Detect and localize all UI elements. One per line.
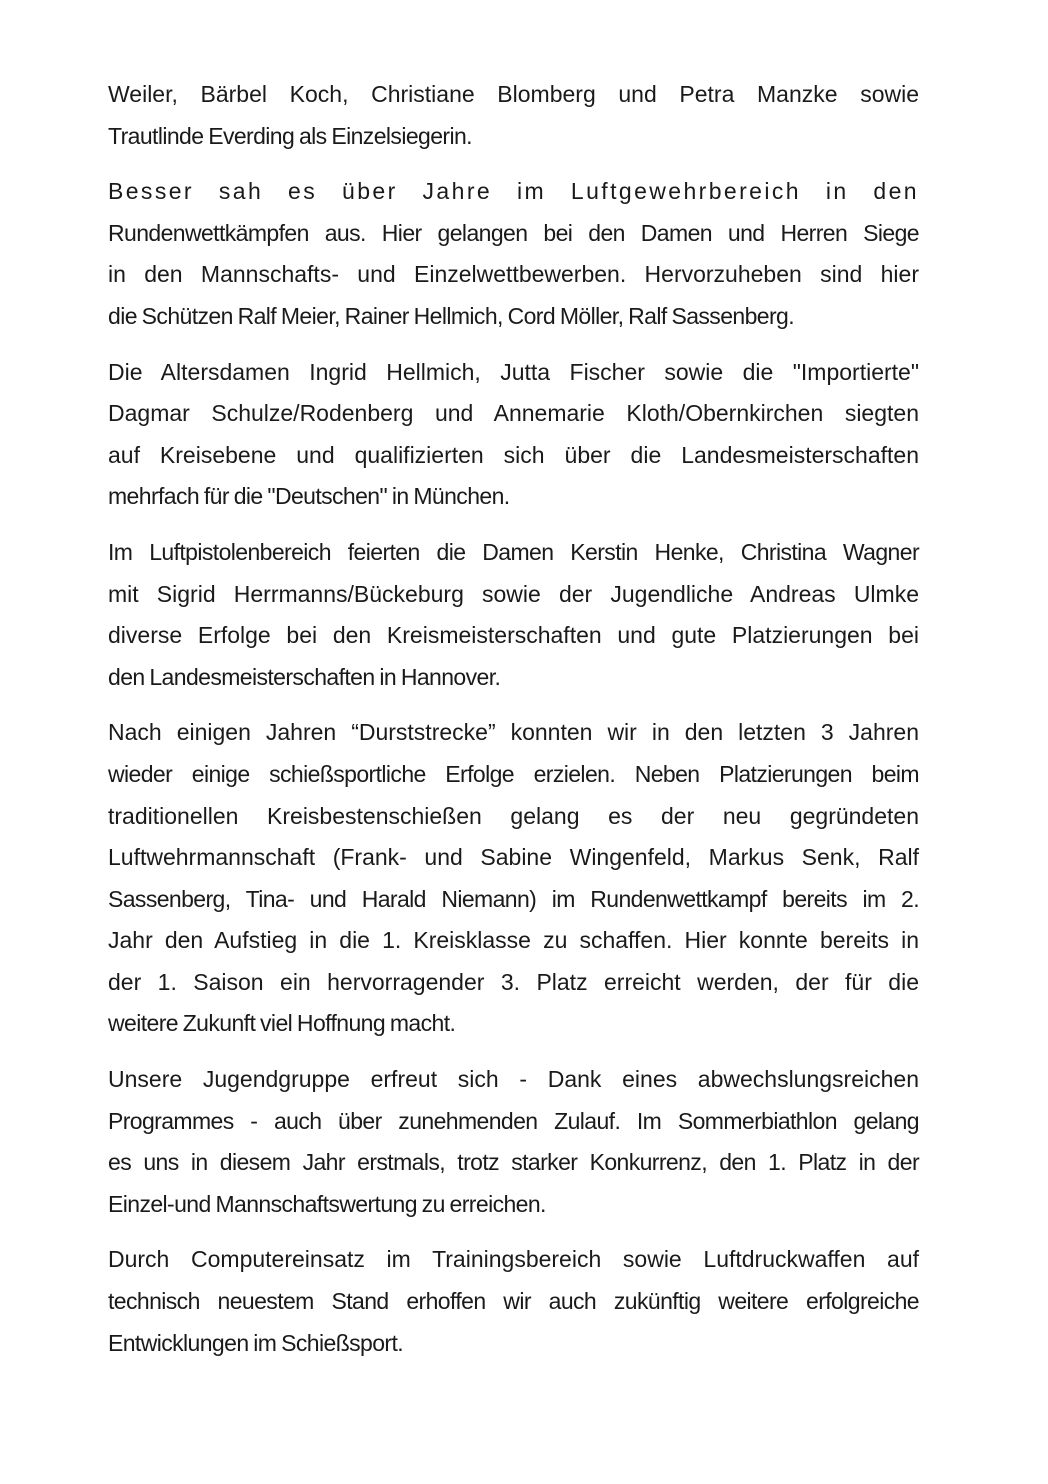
text-line: die Schützen Ralf Meier, Rainer Hellmich, Cord Möller, Ralf Sassenberg. [108,302,794,329]
text-line: Unsere Jugendgruppe erfreut sich - Dank eines abwechslungsreichen [108,1066,919,1093]
text-line: den Landesmeisterschaften in Hannover. [108,663,501,690]
text-line: der 1. Saison ein hervorragender 3. Platz erreicht werden, der für die [108,968,919,995]
text-line: Entwicklungen im Schießsport. [108,1329,404,1356]
text-line: Jahr den Aufstieg in die 1. Kreisklasse zu schaffen. Hier konnte bereits in [108,927,919,954]
paragraph-5-durststrecke [108,712,919,1045]
text-line: wieder einige schießsportliche Erfolge erzielen. Neben Platzierungen beim [108,760,919,787]
text-line: Dagmar Schulze/Rodenberg und Annemarie Kloth/Obernkirchen siegten [108,400,919,427]
text-line: weitere Zukunft viel Hoffnung macht. [108,1010,456,1037]
text-line: technisch neuestem Stand erhoffen wir auch zukünftig weitere erfolgreiche [108,1288,919,1315]
text-line: Luftwehrmannschaft (Frank- und Sabine Wingenfeld, Markus Senk, Ralf [108,844,919,871]
text-line: es uns in diesem Jahr erstmals, trotz starker Konkurrenz, den 1. Platz in der [108,1149,919,1176]
text-line: Einzel-und Mannschaftswertung zu erreichen. [108,1190,546,1217]
paragraph-4-luftpistole [108,532,919,698]
text-line: Weiler, Bärbel Koch, Christiane Blomberg und Petra Manzke sowie [108,81,919,107]
text-line: Die Altersdamen Ingrid Hellmich, Jutta Fischer sowie die "Importierte" [108,358,919,385]
text-line: traditionellen Kreisbestenschießen gelang es der neu gegründeten [108,802,919,829]
document-page [108,74,919,1378]
text-line: Programmes - auch über zunehmenden Zulauf. Im Sommerbiathlon gelang [108,1107,919,1134]
text-line: Trautlinde Everding als Einzelsiegerin. [108,122,472,149]
paragraph-2-luftgewehr [108,171,919,337]
paragraph-7-computereinsatz [108,1239,919,1364]
text-line: Durch Computereinsatz im Trainingsbereich sowie Luftdruckwaffen auf [108,1246,919,1273]
paragraph-3-altersdamen [108,352,919,518]
paragraph-1-winners [108,74,919,157]
text-line: Im Luftpistolenbereich feierten die Damen Kerstin Henke, Christina Wagner [108,538,919,565]
text-line: Sassenberg, Tina- und Harald Niemann) im Rundenwettkampf bereits im 2. [108,885,919,912]
text-line: mehrfach für die "Deutschen" in München. [108,483,510,510]
text-line: Nach einigen Jahren “Durststrecke” konnten wir in den letzten 3 Jahren [108,719,919,746]
paragraph-6-jugendgruppe [108,1059,919,1225]
text-line: in den Mannschafts- und Einzelwettbewerben. Hervorzuheben sind hier [108,261,919,288]
text-line: mit Sigrid Herrmanns/Bückeburg sowie der Jugendliche Andreas Ulmke [108,580,919,607]
text-line: auf Kreisebene und qualifizierten sich über die Landesmeisterschaften [108,441,919,468]
text-line: Rundenwettkämpfen aus. Hier gelangen bei den Damen und Herren Siege [108,219,919,246]
text-line: Besser sah es über Jahre im Luftgewehrbereich in den [108,178,919,205]
text-line: diverse Erfolge bei den Kreismeisterschaften und gute Platzierungen bei [108,622,919,649]
